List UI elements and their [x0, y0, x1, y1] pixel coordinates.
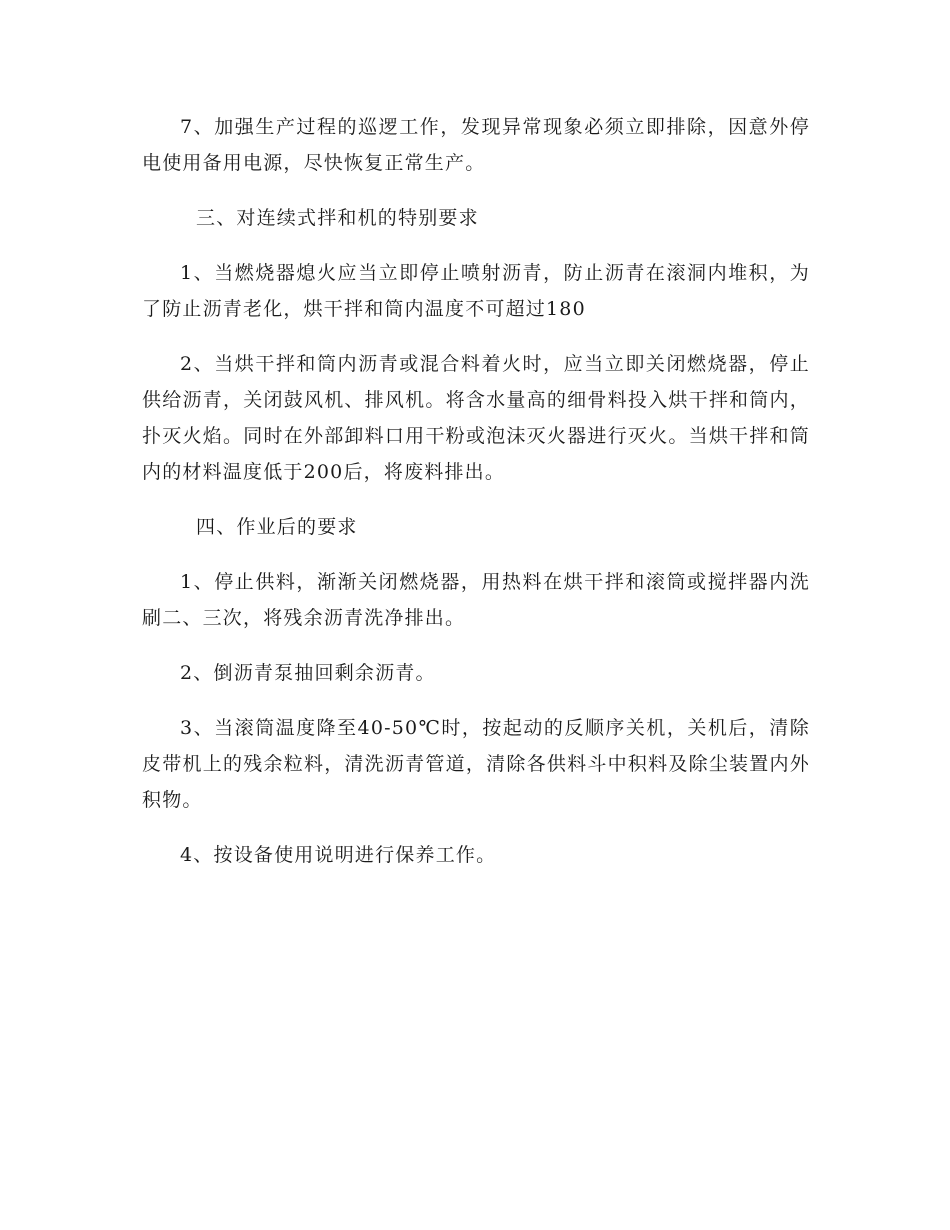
paragraph-4-2: 2、倒沥青泵抽回剩余沥青。: [180, 662, 436, 684]
document-body: [142, 109, 810, 892]
paragraph-4-1: 1、停止供料，渐渐关闭燃烧器，用热料在烘干拌和滚筒或搅拌器内洗刷二、三次，将残余沥青洗净排出。: [142, 571, 810, 629]
paragraph-7-patrol: 7、加强生产过程的巡逻工作，发现异常现象必须立即排除，因意外停电使用备用电源，尽快恢复正常生产。: [142, 116, 810, 174]
paragraph-3-2: 2、当烘干拌和筒内沥青或混合料着火时，应当立即关闭燃烧器，停止供给沥青，关闭鼓风机、排风机。将含水量高的细骨料投入烘干拌和筒内，扑灭火焰。同时在外部卸料口用干粉或泡沫灭火器进行灭火。当烘干拌和筒内的材料温度低于200后，将废料排出。: [142, 353, 810, 483]
section-3-heading: 三、对连续式拌和机的特别要求: [196, 207, 479, 229]
paragraph-4-4: 4、按设备使用说明进行保养工作。: [180, 844, 497, 866]
section-4-heading: 四、作业后的要求: [196, 516, 358, 538]
paragraph-3-1: 1、当燃烧器熄火应当立即停止喷射沥青，防止沥青在滚洞内堆积，为了防止沥青老化，烘干拌和筒内温度不可超过180: [142, 262, 810, 320]
paragraph-4-3: 3、当滚筒温度降至40-50℃时，按起动的反顺序关机，关机后，清除皮带机上的残余粒料，清洗沥青管道，清除各供料斗中积料及除尘装置内外积物。: [142, 717, 810, 811]
